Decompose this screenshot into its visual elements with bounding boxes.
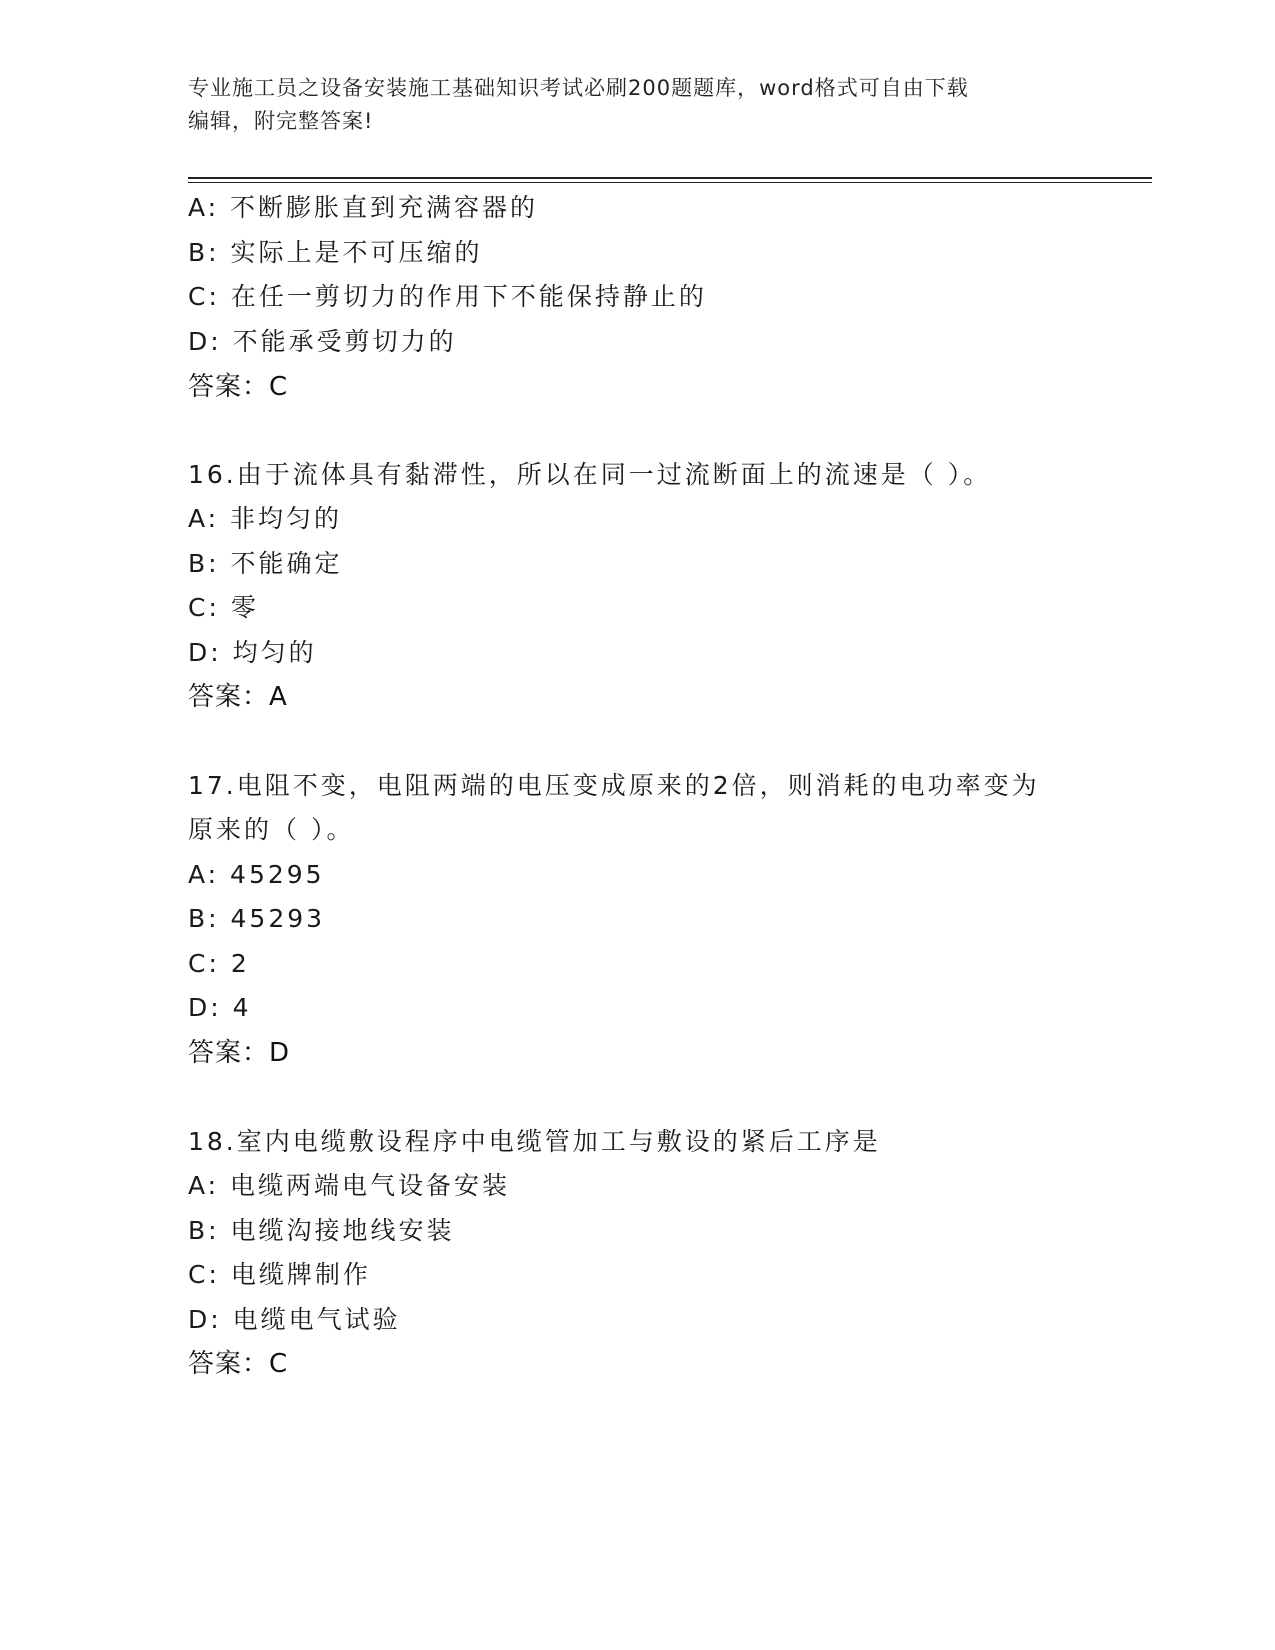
q16-option-d: D: 均匀的 [188,638,317,667]
q18-stem: 18.室内电缆敷设程序中电缆管加工与敷设的紧后工序是 [188,1127,881,1156]
q16-option-b: B: 不能确定 [188,549,343,578]
q18-option-a: A: 电缆两端电气设备安装 [188,1171,511,1200]
q16-option-a: A: 非均匀的 [188,504,343,533]
q17-option-c: C: 2 [188,949,250,978]
header-divider-thick [188,177,1152,179]
q17-option-b: B: 45293 [188,904,326,933]
q15-answer: 答案：C [188,372,289,402]
q17-answer: 答案：D [188,1038,291,1068]
q15-option-b: B: 实际上是不可压缩的 [188,238,483,267]
q15-option-c: C: 在任一剪切力的作用下不能保持静止的 [188,282,707,311]
q17-stem-line-1: 17.电阻不变，电阻两端的电压变成原来的2倍，则消耗的电功率变为 [188,771,1040,800]
q18-option-d: D: 电缆电气试验 [188,1305,401,1334]
page-header [188,72,1068,138]
header-title-line-1: 专业施工员之设备安装施工基础知识考试必刷200题题库，word格式可自由下载 [188,76,969,100]
q15-option-d: D: 不能承受剪切力的 [188,327,457,356]
q15-option-a: A: 不断膨胀直到充满容器的 [188,193,539,222]
q17-stem-line-2: 原来的（ ）。 [188,815,355,844]
q18-option-b: B: 电缆沟接地线安装 [188,1216,455,1245]
q16-answer: 答案：A [188,682,288,712]
q18-option-c: C: 电缆牌制作 [188,1260,371,1289]
header-divider-thin [188,182,1152,183]
q17-option-a: A: 45295 [188,860,325,889]
header-title-line-2: 编辑，附完整答案! [188,109,374,133]
q18-answer: 答案：C [188,1349,289,1379]
q16-stem: 16.由于流体具有黏滞性，所以在同一过流断面上的流速是（ ）。 [188,460,992,489]
q16-option-c: C: 零 [188,593,259,622]
q17-option-d: D: 4 [188,993,252,1022]
